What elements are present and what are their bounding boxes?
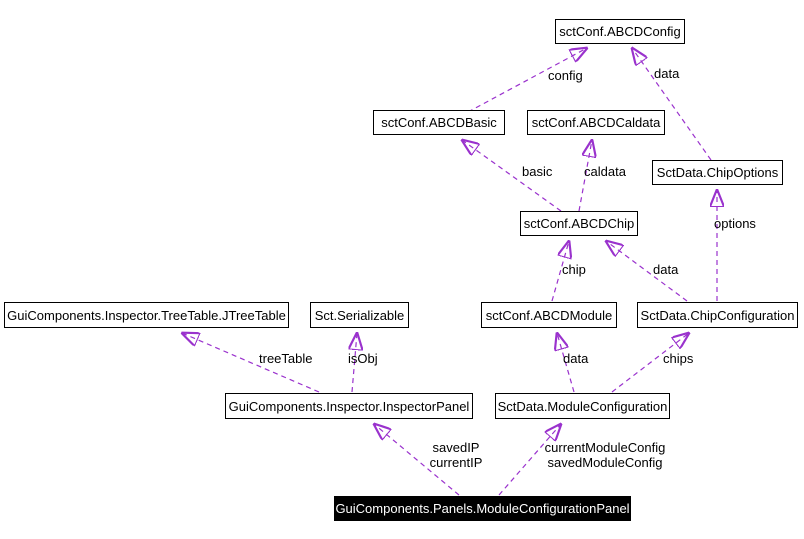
edge-label-line: currentIP bbox=[429, 455, 483, 470]
edge-label-savedip-currentip bbox=[420, 440, 492, 470]
node-sctdata-chipconfiguration[interactable]: SctData.ChipConfiguration bbox=[637, 302, 798, 328]
edge-label-basic: basic bbox=[522, 164, 553, 179]
node-sctdata-chipoptions[interactable]: SctData.ChipOptions bbox=[652, 160, 783, 185]
node-sctconf-abcdchip[interactable]: sctConf.ABCDChip bbox=[520, 211, 638, 236]
edge-data-options bbox=[632, 48, 711, 160]
node-sctconf-abcdmodule[interactable]: sctConf.ABCDModule bbox=[481, 302, 617, 328]
edge-label-treetable: treeTable bbox=[259, 351, 313, 366]
edge-label-config: config bbox=[548, 68, 583, 83]
edge-label-line: savedModuleConfig bbox=[547, 455, 663, 470]
node-sctdata-moduleconfiguration[interactable]: SctData.ModuleConfiguration bbox=[495, 393, 670, 419]
edge-label-data-module: data bbox=[563, 351, 589, 366]
node-jtreetable[interactable]: GuiComponents.Inspector.TreeTable.JTreeTable bbox=[4, 302, 289, 328]
edge-label-moduleconfigs bbox=[544, 440, 666, 470]
edge-label-line: currentModuleConfig bbox=[544, 440, 666, 455]
node-inspectorpanel[interactable]: GuiComponents.Inspector.InspectorPanel bbox=[225, 393, 473, 419]
edge-label-caldata: caldata bbox=[584, 164, 626, 179]
node-moduleconfigurationpanel: GuiComponents.Panels.ModuleConfigurationPanel bbox=[334, 496, 631, 521]
node-sctconf-abcdcaldata[interactable]: sctConf.ABCDCaldata bbox=[527, 110, 665, 135]
edge-label-isobj: isObj bbox=[348, 351, 378, 366]
edge-label-chip: chip bbox=[562, 262, 586, 277]
node-sctconf-abcdbasic[interactable]: sctConf.ABCDBasic bbox=[373, 110, 505, 135]
edge-label-data-top: data bbox=[654, 66, 680, 81]
node-sct-serializable[interactable]: Sct.Serializable bbox=[310, 302, 409, 328]
node-sctconf-abcdconfig[interactable]: sctConf.ABCDConfig bbox=[555, 19, 685, 44]
edge-label-line: savedIP bbox=[432, 440, 480, 455]
edge-label-chips: chips bbox=[663, 351, 694, 366]
edge-label-data-chip: data bbox=[653, 262, 679, 277]
edge-label-options: options bbox=[714, 216, 756, 231]
